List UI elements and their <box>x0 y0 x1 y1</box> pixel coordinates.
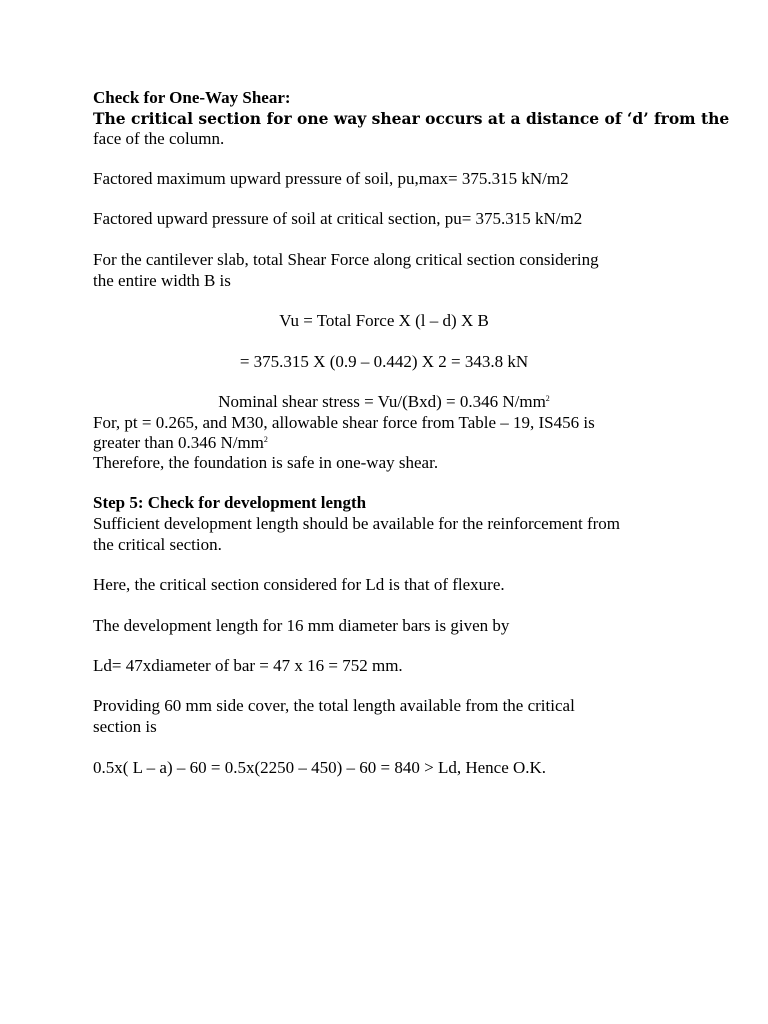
ld-formula-line: Ld= 47xdiameter of bar = 47 x 16 = 752 mm. <box>93 656 403 675</box>
nominal-shear-stress-sup: 2 <box>545 394 550 403</box>
pt-line-2 <box>93 432 268 454</box>
ld-flexure-line: Here, the critical section considered for Ld is that of flexure. <box>93 575 505 594</box>
pt-line-1: For, pt = 0.265, and M30, allowable shear force from Table – 19, IS456 is <box>93 413 595 432</box>
critical-section-intro: The critical section for one way shear occurs at a distance of ‘d’ from the <box>93 109 730 128</box>
cover-line-1: Providing 60 mm side cover, the total length available from the critical <box>93 696 575 715</box>
development-intro-1: Sufficient development length should be available for the reinforcement from <box>93 514 620 533</box>
pt-line-2-text: greater than 0.346 N/mm <box>93 433 264 452</box>
pu-critical-line: Factored upward pressure of soil at critical section, pu= 375.315 kN/m2 <box>93 209 583 228</box>
heading-step-5: Step 5: Check for development length <box>93 493 367 512</box>
development-16mm-line: The development length for 16 mm diameter bars is given by <box>93 616 510 635</box>
cover-line-2: section is <box>93 717 157 736</box>
heading-one-way-shear: Check for One-Way Shear: <box>93 88 291 107</box>
pu-max-line: Factored maximum upward pressure of soil, pu,max= 375.315 kN/m2 <box>93 169 569 188</box>
final-check-line: 0.5x( L – a) – 60 = 0.5x(2250 – 450) – 60 = 840 > Ld, Hence O.K. <box>93 758 547 777</box>
nominal-shear-stress-text: Nominal shear stress = Vu/(Bxd) = 0.346 N/mm <box>218 392 546 411</box>
cantilever-line-1: For the cantilever slab, total Shear Force along critical section considering <box>93 250 599 269</box>
vu-value: = 375.315 X (0.9 – 0.442) X 2 = 343.8 kN <box>239 352 529 371</box>
cantilever-line-2: the entire width B is <box>93 271 231 290</box>
critical-section-intro-continued: face of the column. <box>93 129 225 148</box>
vu-formula: Vu = Total Force X (l – d) X B <box>279 311 489 330</box>
safe-statement: Therefore, the foundation is safe in one-way shear. <box>93 453 439 472</box>
nominal-shear-stress <box>0 391 768 413</box>
development-intro-2: the critical section. <box>93 535 222 554</box>
pt-line-2-sup: 2 <box>263 435 268 444</box>
